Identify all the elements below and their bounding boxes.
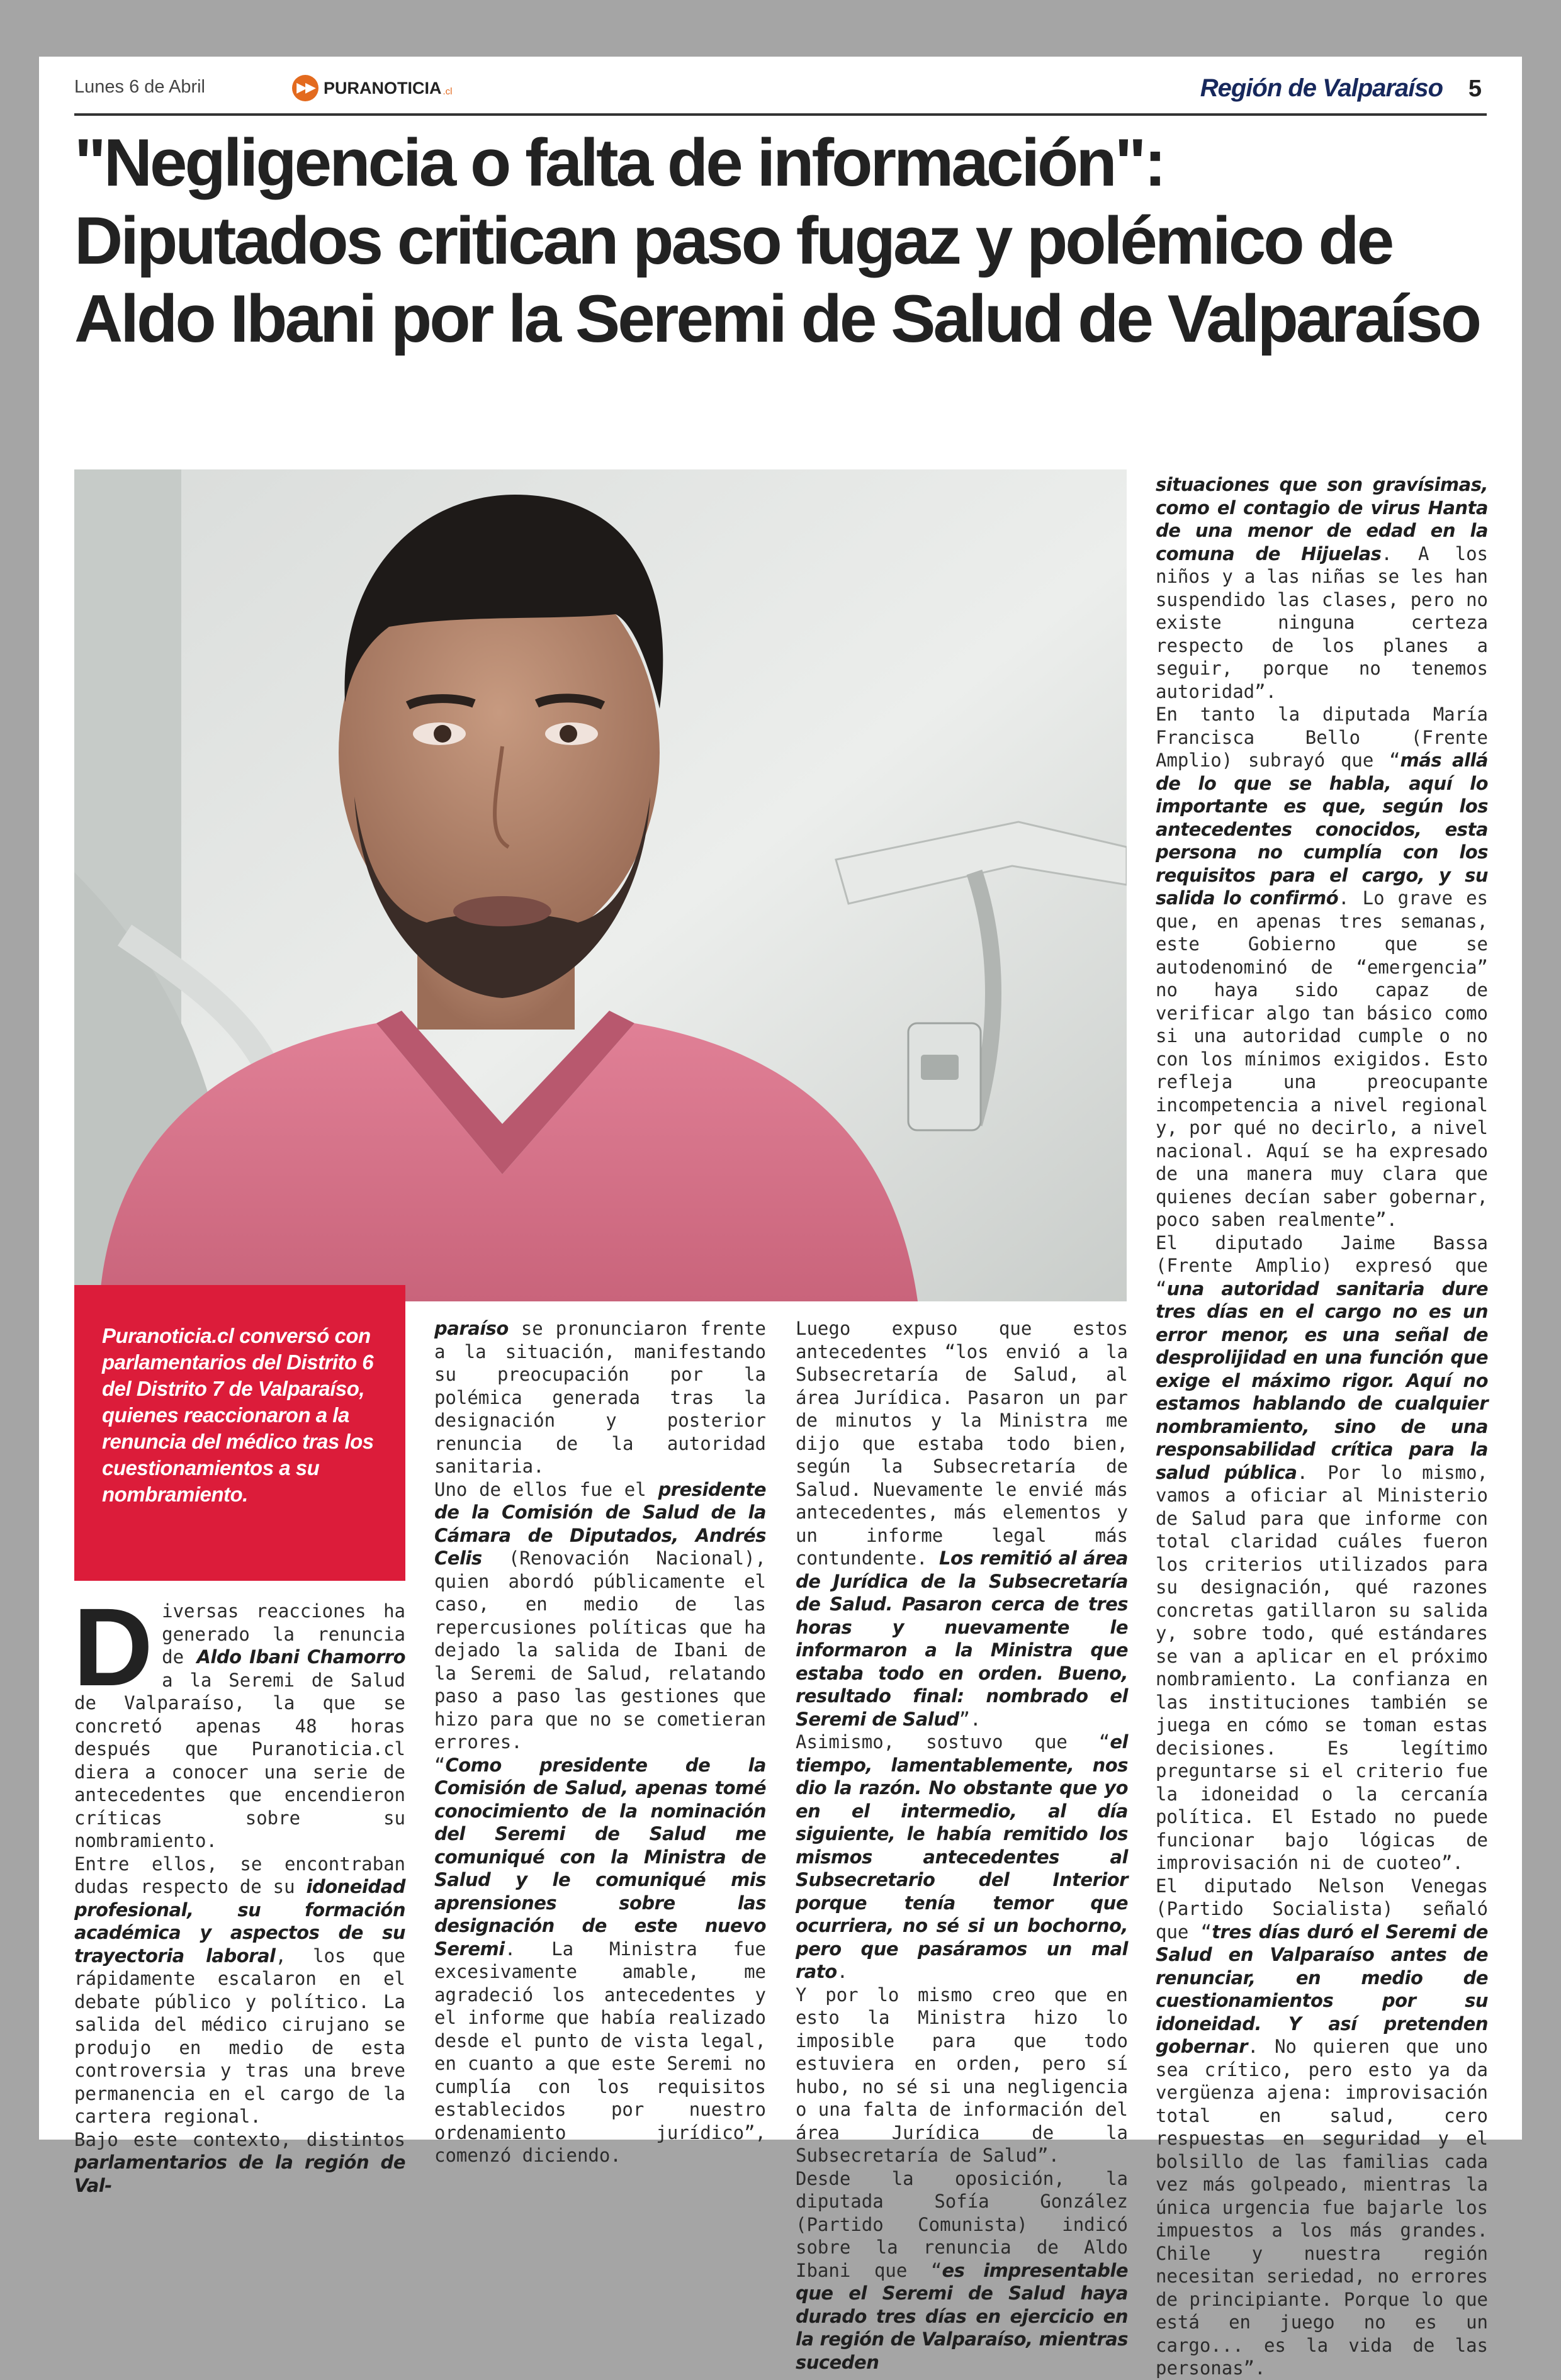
- article-photo: [74, 469, 1127, 1301]
- page-header: [74, 74, 1487, 116]
- logo-play-icon: ▶▶: [292, 75, 318, 101]
- paragraph: Asimismo, sostuvo que “el tiempo, lamentablemente, nos dio la razón. No obstante que yo en el intermedio, al día siguiente, le había remitido los mismos antecedentes al Subsecretario del Interior porque tenía temor que ocurriera, no sé si un bochorno, pero que pasáramos un mal rato.: [796, 1731, 1128, 1982]
- puranoticia-logo: [292, 74, 453, 102]
- issue-date: Lunes 6 de Abril: [74, 77, 205, 97]
- article-column-3: [796, 1317, 1128, 2374]
- paragraph: Luego expuso que estos antecedentes “los envió a la Subsecretaría de Salud, al área Jurídica. Pasaron un par de minutos y la Ministra me dijo que estaba todo bien, según la Subsecretaría de Salud. Nuevamente le envié más antecedentes, más elementos y un informe legal más contundente. Los remitió al área de Jurídica de la Subsecretaría de Salud. Pasaron cerca de tres horas y nuevamente le informaron a la Ministra que estaba todo en orden. Bueno, resultado final: nombrado el Seremi de Salud”.: [796, 1318, 1128, 1730]
- drop-cap: D: [73, 1586, 154, 1709]
- paragraph: El diputado Nelson Venegas (Partido Socialista) señaló que “tres días duró el Seremi de Salud en Valparaíso antes de renunciar, en medio de cuestionamientos por su idoneidad. Y así pretenden gobernar. No quieren que uno sea crítico, pero esto ya da vergüenza ajena: improvisación total en salud, cero respuestas en seguridad y el bolsillo de las familias cada vez más golpeado, mientras la única urgencia fue bajarle los impuestos a los más grandes. Chile y nuestra región necesitan seriedad, no errores de principiante. Porque lo que está en juego no es un cargo... es la vida de las personas”.: [1156, 1875, 1488, 2379]
- headline: "Negligencia o falta de información": Diputados critican paso fugaz y polémico de Aldo Ibani por la Seremi de Salud de Valparaíso: [74, 125, 1480, 356]
- paragraph: Desde la oposición, la diputada Sofía González (Partido Comunista) indicó sobre la renuncia de Aldo Ibani que “es impresentable que el Seremi de Salud haya durado tres días en ejercicio en la región de Valparaíso, mientras suceden: [796, 2167, 1128, 2373]
- article-column-2: [434, 1317, 766, 2167]
- paragraph: Y por lo mismo creo que en esto la Ministra hizo lo imposible para que todo estuviera en orden, pero sí hubo, no sé si una negligencia o una falta de información del área Jurídica de la Subsecretaría de Salud”.: [796, 1984, 1128, 2166]
- article-column-1: [73, 1586, 405, 2197]
- paragraph: En tanto la diputada María Francisca Bello (Frente Amplio) subrayó que “más allá de lo que se habla, aquí lo importante es que, según los antecedentes conocidos, esta persona no cumplía con los requisitos para el cargo, y su salida lo confirmó. Lo grave es que, en apenas tres semanas, este Gobierno que se autodenominó de “emergencia” no haya sido capaz de verificar algo tan básico como si una autoridad cumple o no con los mínimos exigidos. Esto refleja una preocupante incompetencia a nivel regional y, por qué no decirlo, a nivel nacional. Aquí se ha expresado de una manera muy clara que quienes decían saber gobernar, poco saben realmente”.: [1156, 704, 1488, 1230]
- logo-suffix: .cl: [442, 86, 453, 97]
- paragraph: paraíso se pronunciaron frente a la situación, manifestando su preocupación por la polémica generada tras la designación y posterior renuncia de la autoridad sanitaria.: [434, 1318, 766, 1477]
- paragraph: Entre ellos, se encontraban dudas respecto de su idoneidad profesional, su formación académica y aspectos de su trayectoria laboral, los que rápidamente escalaron en el debate público y político. La salida del médico cirujano se produjo en medio de esta controversia y tras una breve permanencia en el cargo de la cartera regional.: [74, 1853, 405, 2127]
- article-column-4: [1156, 473, 1488, 2380]
- paragraph: “Como presidente de la Comisión de Salud, apenas tomé conocimiento de la nominación del Seremi de Salud me comuniqué con la Ministra de Salud y le comuniqué mis aprensiones sobre las designación de este nuevo Seremi. La Ministra fue excesivamente amable, me agradeció los antecedentes y el informe que había realizado desde el punto de vista legal, en cuanto a que este Seremi no cumplía con los requisitos establecidos por nuestro ordenamiento jurídico”, comenzó diciendo.: [434, 1754, 766, 2166]
- paragraph: Diversas reacciones ha generado la renuncia de Aldo Ibani Chamorro a la Seremi de Salud de Valparaíso, la que se concretó apenas 48 horas después que Puranoticia.cl diera a conocer una serie de antecedentes que encendieron críticas sobre su nombramiento.: [73, 1586, 405, 1851]
- paragraph: El diputado Jaime Bassa (Frente Amplio) expresó que “una autoridad sanitaria dure tres días en el cargo no es un error menor, es una señal de desprolijidad en una función que exige el máximo rigor. Aquí no estamos hablando de cualquier nombramiento, sino de una responsabilidad crítica para la salud pública. Por lo mismo, vamos a oficiar al Ministerio de Salud para que informe con total claridad cuáles fueron los criterios utilizados para su designación, qué razones concretas gatillaron su salida y, sobre todo, qué estándares se van a aplicar en el próximo nombramiento. La confianza en las instituciones también se juega en cómo se toman estas decisiones. Es legítimo preguntarse si el criterio fue la idoneidad o la cercanía política. El Estado no puede funcionar bajo lógicas de improvisación ni de cuoteo”.: [1156, 1232, 1488, 1873]
- paragraph: Uno de ellos fue el presidente de la Comisión de Salud de la Cámara de Diputados, Andrés Celis (Renovación Nacional), quien abordó públicamente el caso, en medio de las repercusiones políticas que ha dejado la salida de Ibani de la Seremi de Salud, relatando paso a paso las gestiones que hizo para que no se cometieran errores.: [434, 1478, 766, 1753]
- portrait-illustration: [74, 469, 1127, 1301]
- lead-text: Puranoticia.cl conversó con parlamentarios del Distrito 6 del Distrito 7 de Valparaíso, quienes reaccionaron a la renuncia del médico tras los cuestionamientos a su nombramiento.: [102, 1324, 374, 1506]
- page-number: 5: [1468, 76, 1482, 102]
- lead-box: [74, 1285, 405, 1581]
- paragraph: Bajo este contexto, distintos parlamentarios de la región de Val-: [74, 2128, 405, 2196]
- section-title: Región de Valparaíso: [1200, 74, 1443, 102]
- paragraph: situaciones que son gravísimas, como el contagio de virus Hanta de una menor de edad en la comuna de Hijuelas. A los niños y a las niñas se les han suspendido las clases, pero no existe ninguna certeza respecto de los planes a seguir, porque no tenemos autoridad”.: [1156, 474, 1488, 702]
- logo-text: PURANOTICIA: [324, 78, 442, 98]
